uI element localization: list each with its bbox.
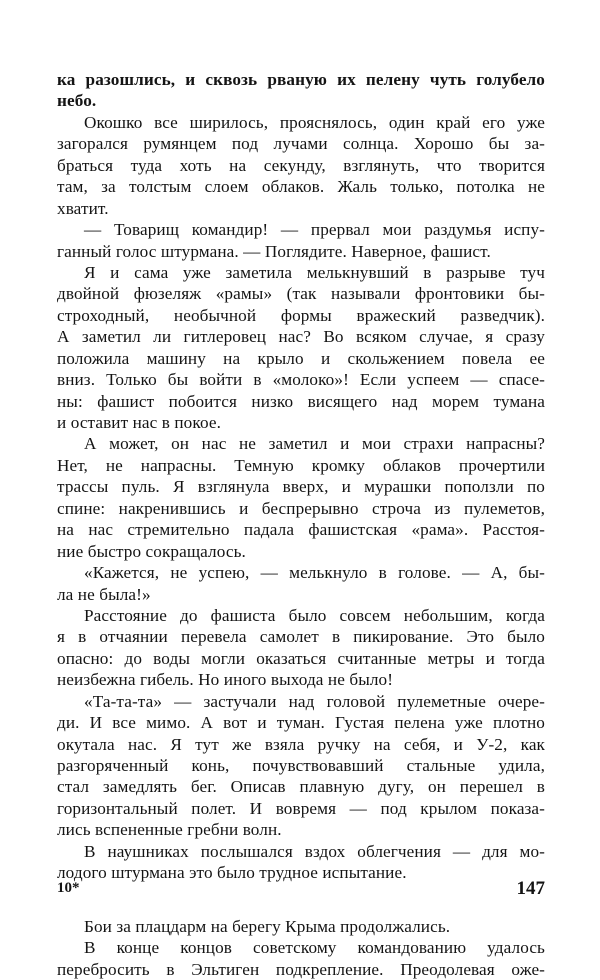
- text-line: спине: накренившись и беспрерывно строча из пулеметов,: [57, 498, 545, 518]
- text-line: браться туда хоть на секунду, взглянуть, что творится: [57, 155, 545, 175]
- text-line: В конце концов советскому командованию удалось: [84, 938, 545, 958]
- text-line: положила машину на крыло и скольжением повела ее: [57, 348, 545, 368]
- text-line: на нас стремительно падала фашистская «рама». Расстоя-: [57, 520, 545, 540]
- text-line: неизбежна гибель. Но иного выхода не было!: [57, 670, 394, 690]
- text-line: ла не была!»: [57, 584, 151, 604]
- text-line: ны: фашист побоится низко висящего над морем тумана: [57, 391, 545, 411]
- text-line: лодого штурмана это было трудное испытание.: [57, 863, 407, 883]
- text-line: хватит.: [57, 198, 109, 218]
- text-line: двойной фюзеляж «рамы» (так называли фронтовики бы-: [57, 284, 545, 304]
- text-line: и оставит нас в покое.: [57, 413, 221, 432]
- text-line: Окошко все ширилось, прояснялось, один край его уже: [84, 112, 545, 132]
- text-line: ка разошлись, и сквозь рваную их пелену чуть голубело: [57, 70, 545, 89]
- text-line: «Кажется, не успею, — мелькнуло в голове. — А, бы-: [84, 563, 545, 583]
- text-line: А может, он нас не заметил и мои страхи напрасны?: [84, 434, 545, 454]
- printer-signature-mark: 10*: [57, 880, 80, 896]
- text-line: я в отчаянии перевела самолет в пикирование. Это было: [57, 627, 545, 647]
- text-line: разгоряченный конь, почувствовавший стальные удила,: [57, 756, 545, 775]
- text-line: перебросить в Эльтиген подкрепление. Преодолевая оже-: [57, 959, 545, 979]
- page-footer: [57, 878, 545, 902]
- text-line: горизонтальный полет. И вовремя — под крылом показа-: [57, 798, 545, 818]
- text-section-main: [57, 69, 545, 884]
- text-line: ние быстро сокращалось.: [57, 541, 246, 561]
- text-line: загорался румянцем под лучами солнца. Хорошо бы за-: [57, 134, 545, 154]
- text-line: вниз. Только бы войти в «молоко»! Если успеем — спасе-: [57, 370, 545, 390]
- text-line: окутала нас. Я тут же взяла ручку на себя, и У-2, как: [57, 734, 545, 754]
- text-line: ганный голос штурмана. — Поглядите. Наверное, фашист.: [57, 241, 491, 261]
- text-line: «Та-та-та» — застучали над головой пулеметные очере-: [84, 691, 545, 711]
- text-line: опасно: до воды могли оказаться считанные метры и тогда: [57, 648, 545, 668]
- text-line: Расстояние до фашиста было совсем небольшим, когда: [84, 605, 545, 625]
- text-line: — Товарищ командир! — прервал мои раздумья испу-: [84, 220, 545, 240]
- text-line: Нет, не напрасны. Темную кромку облаков прочертили: [57, 455, 545, 475]
- text-line: Я и сама уже заметила мелькнувший в разрыве туч: [84, 262, 545, 282]
- text-line: строходный, необычной формы вражеский разведчик).: [57, 305, 545, 325]
- page-number: 147: [516, 878, 545, 899]
- text-section-after-break: [57, 916, 545, 980]
- text-line: там, за толстым слоем облаков. Жаль только, потолка не: [57, 177, 545, 197]
- text-line: ди. И все мимо. А вот и туман. Густая пелена уже плотно: [57, 713, 545, 733]
- text-line: лись вспененные гребни волн.: [57, 820, 282, 840]
- page-body: [57, 69, 545, 980]
- text-line: В наушниках послышался вздох облегчения — для мо-: [84, 841, 545, 861]
- text-line: небо.: [57, 91, 97, 111]
- text-line: Бои за плацдарм на берегу Крыма продолжались.: [84, 916, 451, 936]
- text-line: трассы пуль. Я взглянула вверх, и мурашки поползли по: [57, 477, 545, 497]
- text-line: А заметил ли гитлеровец нас? Во всяком случае, я сразу: [57, 327, 545, 347]
- text-line: стал замедлять бег. Описав плавную дугу, он перешел в: [57, 777, 545, 797]
